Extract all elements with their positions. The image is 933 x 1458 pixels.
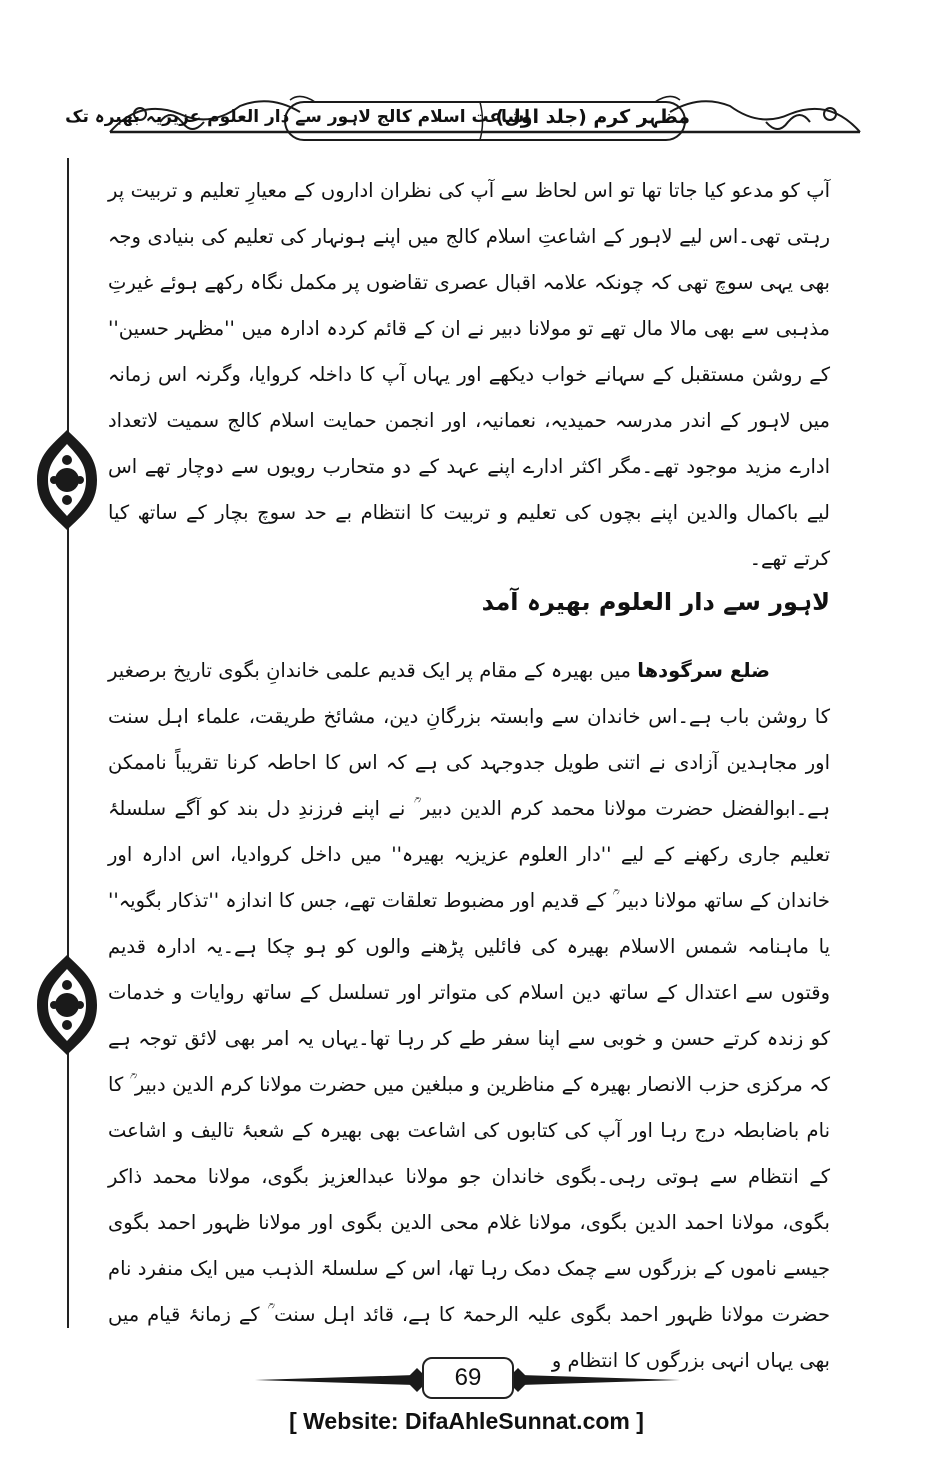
paragraph-2-lead: ضلع سرگودھا <box>637 659 771 682</box>
section-heading: لاہور سے دار العلوم بھیرہ آمد <box>481 588 830 616</box>
book-title: مظہر کرم (جلد اول) <box>495 106 690 128</box>
chapter-title: اشاعت اسلام کالج لاہور سے دار العلوم عزیزیہ بھیرہ تک <box>65 107 530 127</box>
margin-rule <box>67 158 69 1328</box>
page-number: 69 <box>422 1357 514 1399</box>
running-header <box>65 92 870 148</box>
paragraph-2 <box>108 648 830 1384</box>
paragraph-2-body: میں بھیرہ کے مقام پر ایک قدیم علمی خاندانِ بگوی تاریخ برصغیر کا روشن باب ہے۔اس خاندان سے وابستہ بزرگانِ دین، مشائخ طریقت، علماء اہل سنت اور مجاہدین آزادی نے اتنی طویل جدوجہد کی ہے کہ اس کا احاطہ کرنا تقریباً ناممکن ہے۔ابوالفضل حضرت مولانا محمد کرم الدین دبیر ؒ نے اپنے فرزندِ دل بند کو آگے سلسلۂ تعلیم جاری رکھنے کے لیے ''دار العلوم عزیزیہ بھیرہ'' میں داخل کروادیا، اس ادارہ اور خاندان کے ساتھ مولانا دبیر ؒ کے قدیم اور مضبوط تعلقات تھے، جس کا اندازہ ''تذکار بگویہ'' یا ماہنامہ شمس الاسلام بھیرہ کی فائلیں پڑھنے والوں کو ہو چکا ہے۔یہ ادارہ قدیم وقتوں سے اعتدال کے ساتھ دین اسلام کی متواتر اور تسلسل کے ساتھ روایات و خدمات کو زندہ کرتے حسن و خوبی سے اپنا سفر طے کر رہا تھا۔یہاں یہ امر بھی لائق توجہ ہے کہ مرکزی حزب الانصار بھیرہ کے مناظرین و مبلغین میں حضرت مولانا کرم الدین دبیر ؒ کا نام باضابطہ درج رہا اور آپ کی کتابوں کی اشاعت بھی بھیرہ کے شعبۂ تالیف و اشاعت کے انتظام سے ہوتی رہی۔بگوی خاندان جو مولانا عبدالعزیز بگوی، مولانا محمد ذاکر بگوی، مولانا احمد الدین بگوی، مولانا غلام محی الدین بگوی اور مولانا ظہور احمد بگوی جیسے ناموں کے بزرگوں سے چمک دمک رہا تھا، اس کے سلسلۃ الذہب میں ایک منفرد نام حضرت مولانا ظہور احمد بگوی علیہ الرحمۃ کا ہے، قائد اہل سنت ؒ کے زمانۂ قیام میں بھی یہاں انہی بزرگوں کا انتظام و <box>108 659 830 1372</box>
paragraph-1: آپ کو مدعو کیا جاتا تھا تو اس لحاظ سے آپ کی نظران اداروں کے معیارِ تعلیم و تربیت پر رہتی تھی۔اس لیے لاہور کے اشاعتِ اسلام کالج میں اپنے ہونہار کی تعلیم کی بنیادی وجہ بھی یہی سوچ تھی کہ چونکہ علامہ اقبال عصری تقاضوں پر مکمل نگاہ رکھے ہوئے غیرتِ مذہبی سے بھی مالا مال تھے تو مولانا دبیر نے ان کے قائم کردہ ادارہ میں ''مظہر حسین'' کے روشن مستقبل کے سہانے خواب دیکھے اور یہاں آپ کا داخلہ کروایا، وگرنہ اس زمانہ میں لاہور کے اندر مدرسہ حمیدیہ، نعمانیہ، اور انجمن حمایت اسلام کالج سمیت لاتعداد ادارے مزید موجود تھے۔مگر اکثر ادارے اپنے عہد کے دو متحارب رویوں سے دوچار تھے اس لیے باکمال والدین اپنے بچوں کی تعلیم و تربیت کا انتظام بے حد سوچ بچار کے ساتھ کیا کرتے تھے۔ <box>108 179 830 570</box>
margin-ornament-bottom-icon <box>32 955 102 1055</box>
margin-ornament-top-icon <box>32 430 102 530</box>
website-footer: [ Website: DifaAhleSunnat.com ] <box>289 1408 644 1434</box>
